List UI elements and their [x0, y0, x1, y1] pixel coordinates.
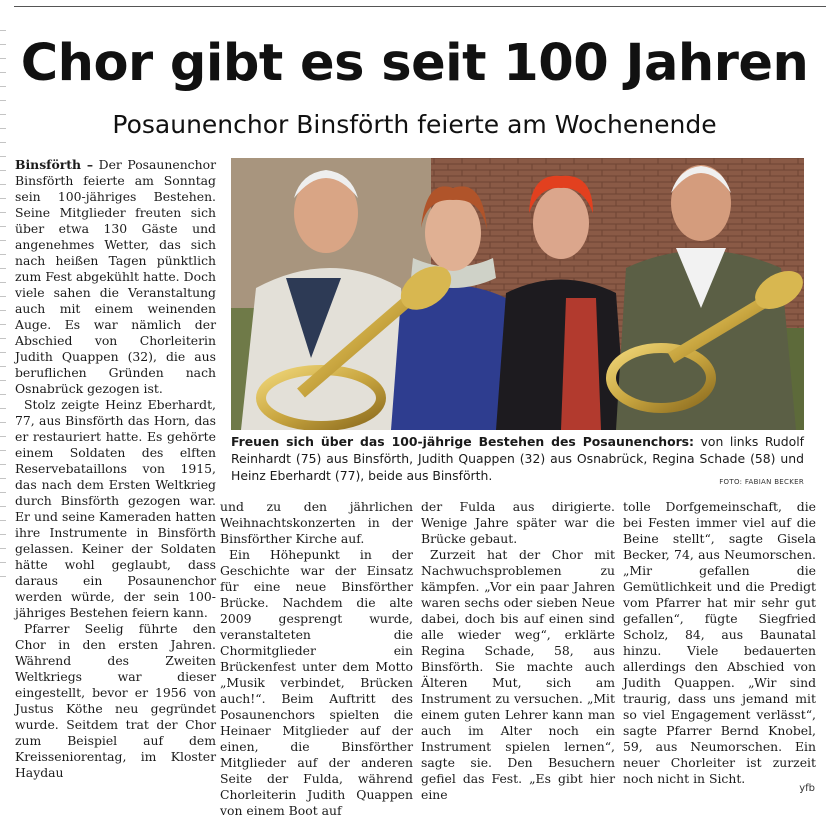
- article-column-3: [421, 499, 615, 803]
- article-column-2: [220, 499, 413, 819]
- caption-lead: Freuen sich über das 100-jährige Bestehen des Posaunenchors:: [231, 434, 695, 449]
- photo-credit: FOTO: FABIAN BECKER: [719, 478, 804, 486]
- article-column-1: [15, 157, 216, 781]
- paragraph: tolle Dorfgemeinschaft, die bei Festen immer viel auf die Beine stellt“, sagte Gisela Becker, 74, aus Neumorschen. „Mir gefallen die Gemütlichkeit und die Predigt vom Pfarrer hat mir sehr gut gefallen“, fügte Siegfried Scholz, 84, aus Baunatal hinzu. Viele bedauerten allerdings den Abschied von Judith Quappen. „Wir sind traurig, dass uns jemand mit so viel Engagement verlässt“, sagte Pfarrer Bernd Knobel, 59, aus Neumorschen. Ein neuer Chorleiter ist zurzeit noch nicht in Sicht.: [623, 499, 816, 786]
- paragraph: Ein Höhepunkt in der Geschichte war der Einsatz für eine neue Binsförther Brücke. Nachdem die alte 2009 gesprengt wurde, veranstalteten die Chormitglieder ein Brückenfest unter dem Motto „Musik verbindet, Brücken auch!“. Beim Auftritt des Posaunenchors spielten die Heinaer Mitglieder auf der einen, die Binsförther Mitglieder auf der anderen Seite der Fulda, während Chorleiterin Judith Quappen von einem Boot auf: [220, 547, 413, 818]
- group-photo: [231, 158, 804, 430]
- paragraph: Zurzeit hat der Chor mit Nachwuchsproblemen zu kämpfen. „Vor ein paar Jahren waren sechs oder sieben Neue dabei, doch bis auf einen sind alle wieder weg“, erklärte Regina Schade, 58, aus Binsförth. Sie machte auch Älteren Mut, sich am Instrument zu versuchen. „Mit einem guten Lehrer kann man auch im Alter noch ein Instrument spielen lernen“, sagte sie. Den Besuchern gefiel das Fest. „Es gibt hier eine: [421, 547, 615, 802]
- paragraph: der Fulda aus dirigierte. Wenige Jahre später war die Brücke gebaut.: [421, 499, 615, 546]
- article-column-4: [623, 499, 816, 787]
- caption-text: von links Rudolf Reinhardt (75) aus Binsförth, Judith Quappen (32) aus Osnabrück, Regina Schade (58) und Heinz Eberhardt (77), beide aus Binsförth.: [231, 434, 805, 483]
- top-rule: [14, 6, 826, 7]
- headline: Chor gibt es seit 100 Jahren: [20, 34, 809, 93]
- paragraph: und zu den jährlichen Weihnachtskonzerten in der Binsförther Kirche auf.: [220, 499, 413, 546]
- author-initials: yfb: [799, 783, 815, 794]
- paragraph: Binsförth – Der Posaunenchor Binsförth feierte am Sonntag sein 100-jähriges Bestehen. Seine Mitglieder freuten sich über etwa 130 Gäste und angenehmes Wetter, das sich nach heißen Tagen pünktlich zum Fest abgekühlt hatte. Doch viele sahen die Veranstaltung auch mit einem weinenden Auge. Es war nämlich der Abschied von Chorleiterin Judith Quappen (32), die aus beruflichen Gründen nach Osnabrück gezogen ist.: [15, 157, 216, 396]
- subheadline: Posaunenchor Binsförth feierte am Wochenende: [112, 110, 717, 139]
- paragraph: Pfarrer Seelig führte den Chor in den ersten Jahren. Während des Zweiten Weltkriegs war dieser eingestellt, bevor er 1956 von Justus Köthe neu gegründet wurde. Seitdem trat der Chor zum Beispiel auf dem Kreisseniorentag, im Kloster Haydau: [15, 621, 216, 780]
- photo-illustration: [231, 158, 804, 430]
- photo-caption: [231, 433, 804, 484]
- paragraph: Stolz zeigte Heinz Eberhardt, 77, aus Binsförth das Horn, das er restauriert hatte. Es gehörte einem Soldaten des elften Reservebataillons von 1915, das nach dem Ersten Weltkrieg durch Binsförth gezogen war. Er und seine Kameraden hatten ihre Instrumente in Binsförth gelassen. Keiner der Soldaten hätte wohl geglaubt, dass daraus ein Posaunenchor werden würde, der sein 100-jähriges Bestehen feiern kann.: [15, 397, 216, 620]
- dateline: Binsförth –: [15, 157, 94, 172]
